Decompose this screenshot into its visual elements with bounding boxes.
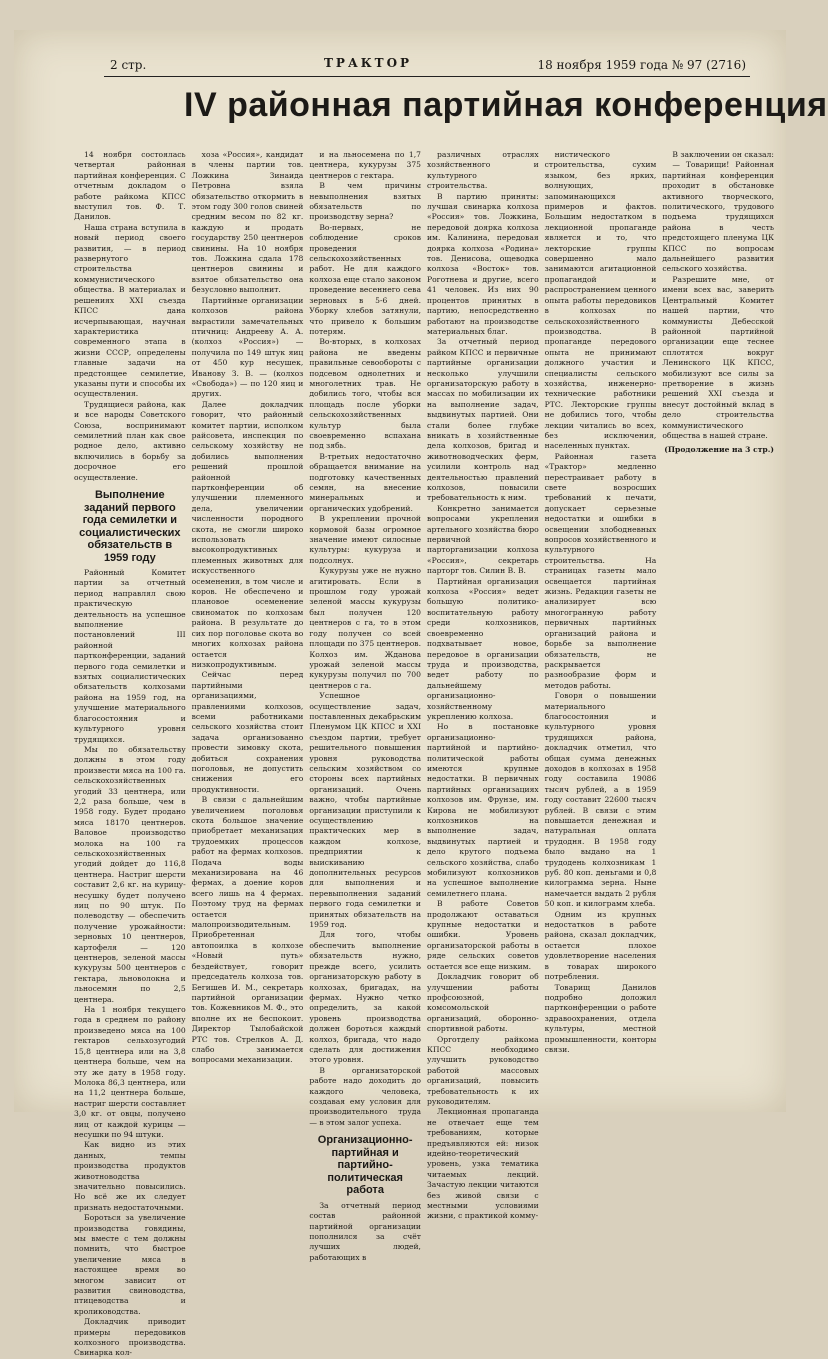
paragraph: Но в постановке организационно-партийной и партийно-политической работы имеются крупные недостатки. В первичных партийных организациях колхозов им. Фрунзе, им. Кирова не мобилизуют колхозников на выполнение задач, выдвинутых партией и дело крутого подъема сельского хозяйства, слабо мобилизуют колхозников на успешное выполнение семилетнего плана. <box>426 722 539 898</box>
header-rule <box>104 76 750 77</box>
paragraph: Далее докладчик говорит, что районный комитет партии, исполком райсовета, инспекция по сельскому хозяйству не добились выполнения решений прошлой районной партконференции об улучшении племенного дела, увеличении численности породного скота, не смогли широко использовать высокопродуктивных племенных животных для искусственного осеменения, в том числе и коров. Не обеспечено и плановое осеменение свиноматок по колхозам района. В результате до сих пор поголовье скота во многих колхозах района остается низкопродуктивным. <box>191 399 304 669</box>
paragraph: За отчетный период состав районной партийной организации пополнился за счёт лучших людей, работающих в <box>309 1200 421 1262</box>
paragraph: В партию приняты: лучшая свинарка колхоза «Россия» тов. Ложкина, передовой доярка колхоза им. Калинина, передовая доярка колхоза «Родина» тов. Денисова, ощеводка колхоза «Восток» тов. Роготнева и другие, всего 41 человек. Из них 90 процентов принятых в партию, непосредственно работают на производстве материальных благ. <box>426 191 539 336</box>
paragraph: нистического строительства, сухим языком, без ярких, волнующих, запоминающихся примеров и фактов. Большим недостатком в лекционной пропаганде является и то, что лекторские группы совершенно мало занимаются агитационной пропагандой и распространением ценного опыта работы передовиков в колхозах по сельскохозяйственного производства. В пропаганде передового опыта не принимают должного участия и специалисты сельского хозяйства, инженерно-технические работники РТС. Лекторские группы не добились того, чтобы лекции читались во всех, без исключения, населенных пунктах. <box>544 150 657 451</box>
paragraph: Мы по обязательству должны в этом году произвести мяса на 100 га. сельскохозяйственных угодий 33 центнера, или 2,2 раза больше, чем в 1958 году. Будет продано мяса 18170 центнеров. Валовое производство молока на 100 га сельскохозяйственных угодий дойдет до 116,8 центнера. Настриг шерсти составит 2,6 кг. на курицу-несушку будет получено яиц по 90 штук. По полеводству — обеспечить получение урожайности: зерновых 10 центнеров, картофеля — 120 центнеров, зеленой массы кукурузы 500 центнеров с гектара, льноволокна и льносемян по 2,5 центнера. <box>74 744 186 1004</box>
column-1 <box>74 150 186 1359</box>
paragraph: В работе Советов продолжают оставаться крупные недостатки и ошибки. Уровень организаторской работы в ряде сельских советов остается все еще низким. <box>426 899 539 971</box>
paragraph: В заключении он сказал: <box>672 150 774 159</box>
paragraph: Как видно из этих данных, темпы производства продуктов животноводства значительно повысились. Но всё же их следует признать недостаточными. <box>74 1140 186 1212</box>
paragraph: Для того, чтобы обеспечить выполнение обязательств нужно, прежде всего, усилить организаторскую работу в колхозах, бригадах, на фермах. Нужно четко определить, за какой уровень производства должен бороться каждый колхоз, бригада, что надо сделать для достижения этого уровня. <box>309 930 421 1065</box>
paragraph: Конкретно занимается вопросами укрепления артельного хозяйства бюро первичной парторганизации колхоза «Россия», секретарь парторг тов. Силин В. В. <box>426 503 539 576</box>
page-number: 2 стр. <box>110 58 147 72</box>
article-headline: IV районная партийная конференция <box>184 86 828 124</box>
column-2 <box>192 150 304 1359</box>
paragraph: Районный Комитет партии за отчетный период направлял свою практическую деятельность на успешное выполнение постановлений III районной партконференции, заданий первого года семилетки и взятых социалистических обязательств колхозами района на 1959 год, на улучшение материального благосостояния и культурного уровня трудящихся. <box>74 568 186 744</box>
paragraph: Районная газета «Трактор» медленно перестраивает работу в свете возросших требований к печати, допускает серьезные недостатки и ошибки в освещении злободневных вопросов хозяйственного и культурного строительства. На страницах газеты мало освещается партийная жизнь. Редакция газеты не анализирует всю многогранную работу первичных партийных организаций района и борьбе за выполнение обязательств, не раскрывается разнообразие форм и методов работы. <box>544 451 657 690</box>
paragraph: На 1 ноября текущего года в среднем по району произведено мяса на 100 гектаров сельхозугодий 15,8 центнера или на 3,8 центнера больше, чем на эту же дату в 1958 году. Молока 86,3 центнера, или на 11,2 центнера больше, настриг шерсти составляет 3,0 кг. от овцы, получено яиц от каждой курицы — несушки по 94 штуки. <box>74 1005 186 1139</box>
newspaper-name: ТРАКТОР <box>324 56 413 70</box>
paragraph: Говоря о повышении материального благосостояния и культурного уровня трудящихся района, докладчик отметил, что общая сумма денежных доходов в колхозах в 1958 году составила 19086 тысяч рублей, а в 1959 году составит 22600 тысяч рублей. В связи с этим повышается денежная и натуральная оплата трудодня. В 1958 году было выдано на 1 трудодень колхозникам 1 руб. 80 коп. деньгами и 0,8 килограмма зерна. Ныне намечается выдать 2 рубля 50 коп. и килограмм хлеба. <box>544 691 657 909</box>
column-6 <box>662 150 774 1359</box>
paragraph: Орготделу райкома КПСС необходимо улучшить руководство работой массовых организаций, повысить требовательность к их руководителям. <box>426 1034 539 1106</box>
paragraph: Докладчик говорит об улучшении работы профсоюзной, комсомольской организаций, оборонно-спортивной работы. <box>426 972 539 1034</box>
column-4 <box>427 150 539 1359</box>
paragraph: Бороться за увеличение производства говядины, мы вместе с тем должны помнить, что быстрое увеличение мяса в настоящее время во многом зависит от развития свиноводства, птицеводства и кролиководства. <box>74 1213 186 1316</box>
article-body <box>74 150 774 1358</box>
newspaper-page <box>14 30 828 1358</box>
continued-note: (Продолжение на 3 стр.) <box>664 445 774 455</box>
paragraph: Одним из крупных недостатков в работе района, сказал докладчик, остается плохое удовлетворение населения в товарах широкого потребления. <box>544 909 657 982</box>
paragraph: — Товарищи! Районная партийная конференция проходит в обстановке активного творческого, политического, трудового подъема трудящихся района в честь предстоящего пленума ЦК КПСС по вопросам дальнейшего развития сельского хозяйства. <box>662 160 774 274</box>
section-subhead: Выполнение заданий первого года семилетки и социалистических обязательств в 1959 году <box>79 489 181 564</box>
paragraph: и на льносемена по 1,7 центнера, кукурузы 375 центнеров с гектара. <box>309 150 421 180</box>
paragraph: Партийные организации колхозов района вырастили замечательных птичниц: Андрееву А. А. (колхоз «Россия») — получила по 149 штук яиц от 450 кур несушек, Иванову З. В. — (колхоз «Свобода») — по 120 яиц и других. <box>191 295 304 399</box>
paragraph: Лекционная пропаганда не отвечает еще тем требованиям, которые предъявляются ей: низок идейно-теоретический уровень, узка тематика читаемых лекций. Зачастую лекции читаются без живой связи с местными условиями жизни, с практикой комму- <box>426 1107 539 1221</box>
paragraph: Сейчас перед партийными организациями, правлениями колхозов, всеми работниками сельского хозяйства стоит задача организованно провести зимовку скота, добиться сохранения поголовья, не допустить снижения его продуктивности. <box>191 670 304 794</box>
paragraph: Трудящиеся района, как и все народы Советского Союза, воспринимают семилетний план как свое родное дело, активно включились в борьбу за досрочное его осуществление. <box>74 399 186 482</box>
paragraph: Во-первых, не соблюдение сроков проведения сельскохозяйственных работ. Не для каждого колхоза еще стало законом проведение весеннего сева зерновых в 5-6 дней. Уборку хлебов затянули, что привело к большим потерям. <box>309 222 421 336</box>
paragraph: За отчетный период райком КПСС и первичные партийные организации несколько улучшили организаторскую работу в массах по мобилизации их на выполнение задач, выдвинутых партией. Они стали более глубже вникать в хозяйственные дела колхозов, бригад и животноводческих ферм, усилили контроль над деятельностью правлений колхозов, повысили требовательность к ним. <box>426 337 539 503</box>
paragraph: Товарищ Данилов подробно доложил партконференции о работе здравоохранения, отдела культуры, местной промышленности, конторы связи. <box>544 982 657 1054</box>
paragraph: различных отраслях хозяйственного и культурного строительства. <box>426 150 539 191</box>
paragraph: Разрешите мне, от имени всех вас, заверить Центральный Комитет нашей партии, что коммунисты Дебесской районной партийной организации еще теснее сплотятся вокруг Ленинского ЦК КПСС, мобилизуют все силы за претворение в жизнь решений XXI съезда и внесут достойный вклад в дело строительства коммунистического общества в нашей стране. <box>662 274 774 440</box>
issue-date: 18 ноября 1959 года № 97 (2716) <box>537 58 746 72</box>
paragraph: Кукурузы уже не нужно агитировать. Если в прошлом году урожай зеленой массы кукурузы был получен 120 центнеров с га, то в этом году получен со всей площади по 375 центнеров. Колхоз им. Жданова урожай зеленой массы кукурузы получил по 700 центнеров с га. <box>309 566 421 690</box>
column-3 <box>309 150 421 1359</box>
paragraph: В укреплении прочной кормовой базы огромное значение имеют силосные культуры: кукуруза и подсолнух. <box>309 514 421 565</box>
paragraph: Успешное осуществление задач, поставленных декабрьским Пленумом ЦК КПСС и XXI съездом партии, требует решительного повышения уровня руководства сельским хозяйством со стороны всех партийных организаций. Очень важно, чтобы партийные организации приступили к осуществлению практических мер в каждом колхозе, предприятии к выискиванию дополнительных ресурсов для выполнения и перевыполнения заданий первого года семилетки и принятых обязательств на 1959 год. <box>309 691 421 930</box>
section-subhead: Организационно-партийная и партийно-политическая работа <box>317 1134 413 1197</box>
paragraph: хоза «Россия», кандидат в члены партии тов. Ложкина Зинаида Петровна взяла обязательство откормить в этом году 300 голов свиней средним весом по 82 кг. каждую и продать государству 250 центнеров свинины. На 10 ноября тов. Ложкина сдала 178 центнеров свинины и взятое обязательство она безусловно выполнит. <box>191 150 304 295</box>
paragraph: Партийная организация колхоза «Россия» ведет большую политико-воспитательную работу среди колхозников, своевременно подхватывает новое, передовое в организации труда и производства, ведет работу по дальнейшему организационно-хозяйственному укреплению колхоза. <box>426 576 539 721</box>
paragraph: В организаторской работе надо доходить до каждого человека, создавая ему условия для производительного труда — в этом залог успеха. <box>309 1065 421 1127</box>
paragraph: Докладчик приводит примеры передовиков колхозного производства. Свинарка кол- <box>74 1317 186 1358</box>
paragraph: В чем причины невыполнения взятых обязательств по производству зерна? <box>309 181 421 222</box>
paragraph: 14 ноября состоялась четвертая районная партийная конференция. С отчетным докладом о работе райкома КПСС выступил тов. Ф. Т. Данилов. <box>74 150 186 222</box>
page-header <box>14 52 786 76</box>
paragraph: В-третьих недостаточно обращается внимание на подготовку качественных семян, на внесение минеральных и органических удобрений. <box>309 451 421 513</box>
column-5 <box>545 150 657 1359</box>
paragraph: Наша страна вступила в новый период своего развития, — в период развернутого строительства коммунистического общества. В материалах и решениях XXI съезда КПСС дана исчерпывающая, научная характеристика современного этапа в жизни СССР, определены главные задачи на предстоящее семилетие, указаны пути и способы их осуществления. <box>74 222 186 399</box>
paragraph: В связи с дальнейшим увеличением поголовья скота большое значение приобретает механизация трудоемких процессов работ на фермах колхозов. Подача воды механизирована на 46 фермах, а доение коров всего лишь на 4 фермах. Поэтому труд на фермах остается малопроизводительным. Приобретенная автопоилка в колхозе «Новый путь» бездействует, говорит председатель колхоза тов. Бегишев И. М., секретарь партийной организации тов. Кожевников М. Ф., это вполне их не беспокоит. Директор Тылобайской РТС тов. Стрелков А. Д. слабо занимается вопросами механизации. <box>191 795 304 1065</box>
paragraph: Во-вторых, в колхозах района не введены правильные севообороты с подсевом однолетних и многолетних трав. Не добились того, чтобы вся площадь после уборки сельскохозяйственных культур была своевременно вспахана под зябь. <box>309 337 421 451</box>
